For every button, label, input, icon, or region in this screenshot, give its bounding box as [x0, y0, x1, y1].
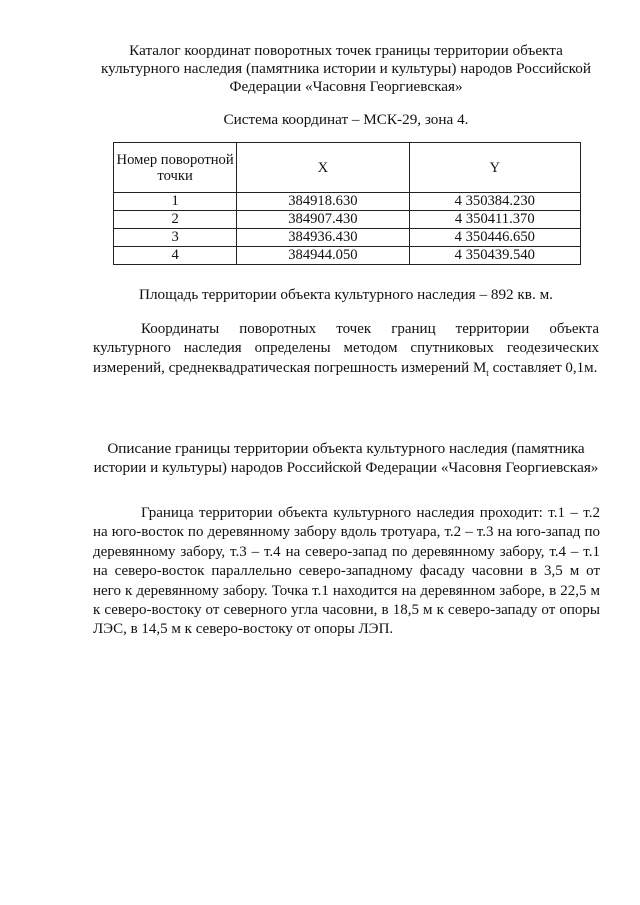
y-cell: 4 350439.540 — [409, 247, 580, 265]
header-point-number: Номер поворотной точки — [114, 143, 237, 193]
point-number-cell: 4 — [114, 247, 237, 265]
accuracy-text-tail: составляет 0,1м. — [488, 359, 598, 376]
description-paragraph: Граница территории объекта культурного наследия проходит: т.1 – т.2 на юго-восток по деревянному забору вдоль тротуара, т.2 – т.3 на юго-запад по деревянному забору, т.3 – т.4 на северо-запад по деревянному забору, т.4 – т.1 на северо-восток параллельно северо-западному фасаду часовни в 3,5 м от него к деревянному забору. Точка т.1 находится на деревянном заборе, в 22,5 м к северо-востоку от северного угла часовни, в 18,5 м к северо-западу от опоры ЛЭС, в 14,5 м к северо-востоку от опоры ЛЭП. — [93, 505, 600, 638]
x-cell: 384936.430 — [237, 229, 409, 247]
accuracy-paragraph — [93, 320, 599, 383]
table-header-row — [114, 143, 581, 193]
point-number-cell: 3 — [114, 229, 237, 247]
accuracy-subscript: t — [486, 367, 489, 378]
table-row — [114, 247, 581, 265]
catalog-title: Каталог координат поворотных точек границы территории объекта культурного наследия (памятника истории и культуры) народов Российской Федерации «Часовня Георгиевская» — [101, 42, 591, 95]
coordinates-table — [113, 142, 581, 265]
table-row — [114, 229, 581, 247]
point-number-cell: 1 — [114, 193, 237, 211]
y-cell: 4 350384.230 — [409, 193, 580, 211]
description-title: Описание границы территории объекта культурного наследия (памятника истории и культуры) народов Российской Федерации «Часовня Георгиевская» — [93, 440, 599, 476]
area-statement: Площадь территории объекта культурного наследия – 892 кв. м. — [139, 286, 553, 303]
table-row — [114, 211, 581, 229]
x-cell: 384907.430 — [237, 211, 409, 229]
coordinate-system-line: Система координат – МСК-29, зона 4. — [223, 111, 469, 128]
table-row — [114, 193, 581, 211]
header-y: Y — [409, 143, 580, 193]
header-x: X — [237, 143, 409, 193]
y-cell: 4 350446.650 — [409, 229, 580, 247]
x-cell: 384944.050 — [237, 247, 409, 265]
y-cell: 4 350411.370 — [409, 211, 580, 229]
x-cell: 384918.630 — [237, 193, 409, 211]
accuracy-text: Координаты поворотных точек границ территории объекта культурного наследия определены методом спутниковых геодезических измерений, среднеквадратическая погрешность измерений M — [93, 321, 599, 376]
point-number-cell: 2 — [114, 211, 237, 229]
